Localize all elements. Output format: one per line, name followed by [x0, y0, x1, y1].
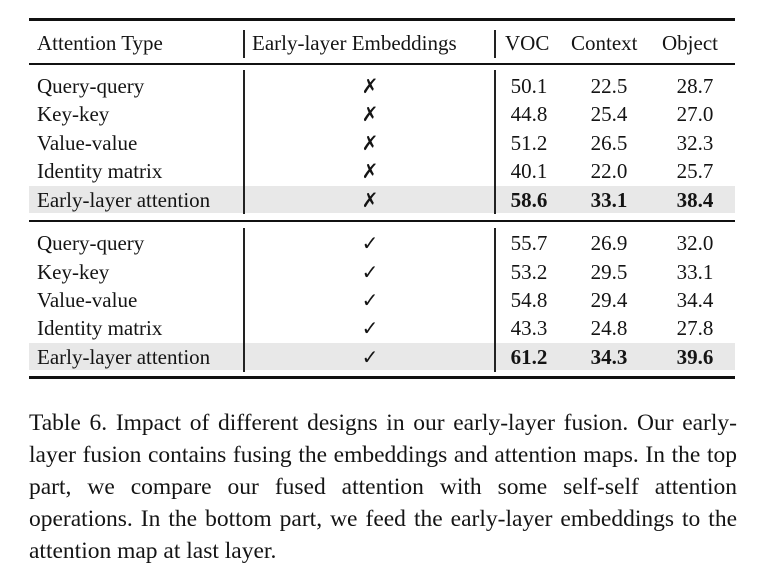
header-separator-1	[243, 30, 245, 58]
header-context: Context	[571, 31, 638, 55]
header-rule	[29, 63, 735, 65]
cross-icon: ✗	[361, 159, 379, 183]
row-name: Query-query	[37, 74, 145, 98]
cross-icon: ✗	[361, 102, 379, 126]
top-rule	[29, 18, 735, 21]
voc-value-best: 58.6	[510, 188, 548, 212]
cross-icon: ✗	[361, 74, 379, 98]
row-name: Key-key	[37, 102, 110, 126]
bottom-rule	[29, 376, 735, 379]
check-icon: ✓	[361, 260, 379, 284]
body-separator-1-bottom	[243, 228, 245, 372]
header-voc: VOC	[505, 31, 550, 55]
object-value: 28.7	[676, 74, 714, 98]
section-rule	[29, 220, 735, 222]
object-value-best: 38.4	[676, 188, 714, 212]
body-separator-2-top	[494, 70, 496, 214]
check-icon: ✓	[361, 231, 379, 255]
context-value: 29.4	[590, 288, 628, 312]
check-icon: ✓	[361, 316, 379, 340]
row-name: Identity matrix	[37, 316, 163, 340]
voc-value: 50.1	[510, 74, 548, 98]
context-value: 26.9	[590, 231, 628, 255]
context-value: 29.5	[590, 260, 628, 284]
row-name: Early-layer attention	[37, 345, 211, 369]
header-early-layer-embeddings: Early-layer Embeddings	[252, 31, 457, 55]
voc-value: 55.7	[510, 231, 548, 255]
context-value-best: 33.1	[590, 188, 628, 212]
header-separator-2	[494, 30, 496, 58]
object-value-best: 39.6	[676, 345, 714, 369]
voc-value: 43.3	[510, 316, 548, 340]
row-name: Identity matrix	[37, 159, 163, 183]
cross-icon: ✗	[361, 188, 379, 212]
voc-value: 44.8	[510, 102, 548, 126]
object-value: 27.8	[676, 316, 714, 340]
context-value: 24.8	[590, 316, 628, 340]
voc-value: 51.2	[510, 131, 548, 155]
body-separator-2-bottom	[494, 228, 496, 372]
row-name: Early-layer attention	[37, 188, 211, 212]
object-value: 34.4	[676, 288, 714, 312]
voc-value: 40.1	[510, 159, 548, 183]
cross-icon: ✗	[361, 131, 379, 155]
row-name: Value-value	[37, 288, 138, 312]
header-object: Object	[662, 31, 718, 55]
context-value-best: 34.3	[590, 345, 628, 369]
object-value: 25.7	[676, 159, 714, 183]
row-name: Query-query	[37, 231, 145, 255]
check-icon: ✓	[361, 288, 379, 312]
table-caption: Table 6. Impact of different designs in our early-layer fusion. Our early-layer fusion contains fusing the embeddings and attention maps. In the top part, we compare our fused attention with some self-self attention operations. In the bottom part, we feed the early-layer embeddings to the attention map at last layer.	[29, 410, 737, 564]
object-value: 32.3	[676, 131, 714, 155]
context-value: 22.5	[590, 74, 628, 98]
object-value: 32.0	[676, 231, 714, 255]
body-separator-1-top	[243, 70, 245, 214]
context-value: 25.4	[590, 102, 628, 126]
check-icon: ✓	[361, 345, 379, 369]
object-value: 33.1	[676, 260, 714, 284]
object-value: 27.0	[676, 102, 714, 126]
voc-value: 53.2	[510, 260, 548, 284]
context-value: 22.0	[590, 159, 628, 183]
row-name: Value-value	[37, 131, 138, 155]
row-name: Key-key	[37, 260, 110, 284]
header-attention-type: Attention Type	[37, 31, 163, 55]
voc-value-best: 61.2	[510, 345, 548, 369]
context-value: 26.5	[590, 131, 628, 155]
voc-value: 54.8	[510, 288, 548, 312]
